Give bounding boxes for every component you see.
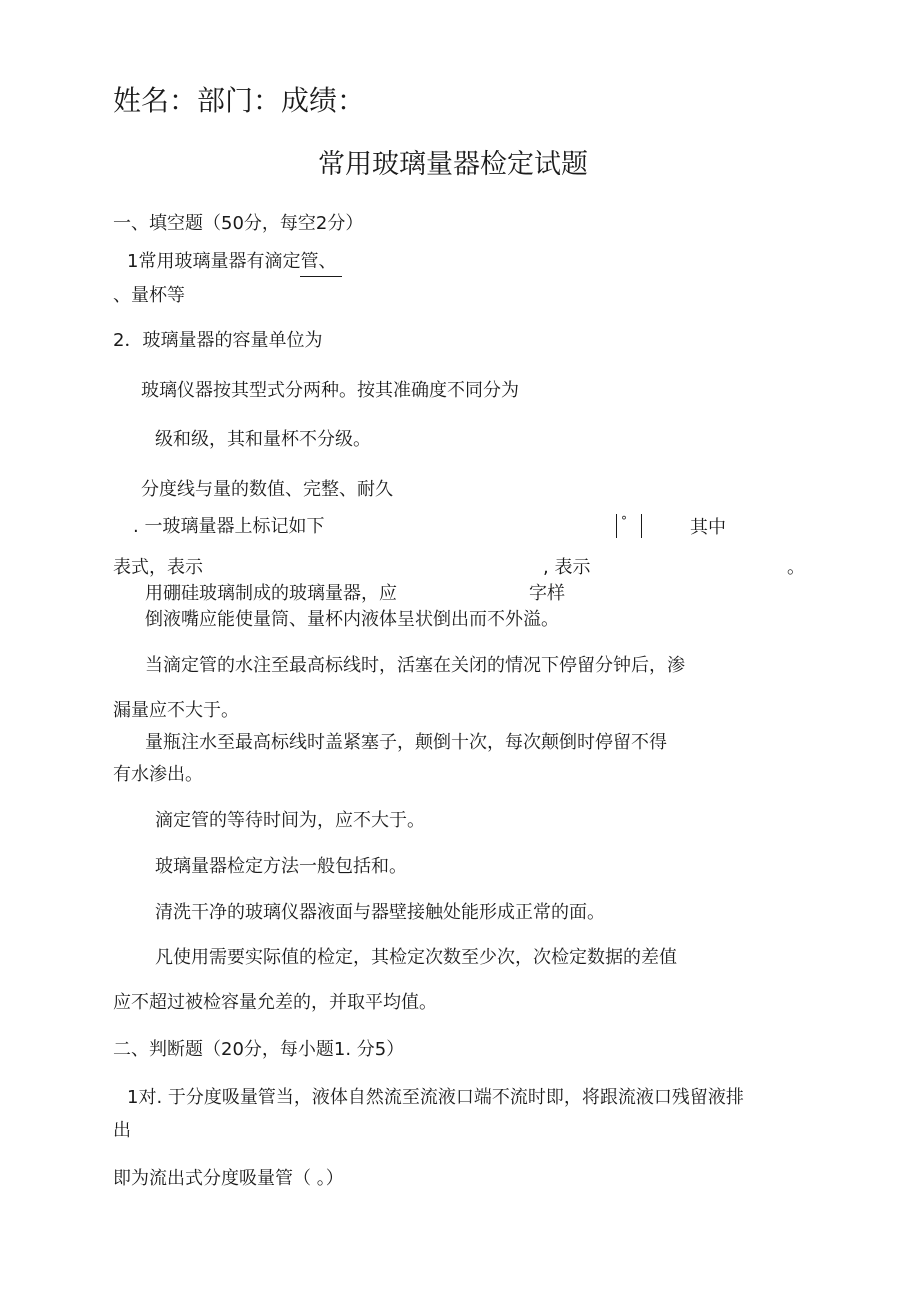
question-5: 分度线与量的数值、完整、耐久 (141, 479, 393, 500)
question-1-underlined: 管、 (300, 250, 342, 277)
section-2-heading: 二、判断题（20分，每小题1. 分5） (113, 1039, 405, 1060)
section-1-heading: 一、填空题（50分，每空2分） (113, 213, 364, 234)
judge-1-line-2: 出 (113, 1120, 131, 1141)
question-14: 凡使用需要实际值的检定，其检定次数至少次，次检定数据的差值 (155, 947, 677, 968)
question-12: 玻璃量器检定方法一般包括和。 (155, 856, 407, 877)
question-4: 级和级，其和量杯不分级。 (155, 429, 371, 450)
marking-box (616, 514, 642, 538)
question-13: 清洗干净的玻璃仪器液面与器壁接触处能形成正常的面。 (155, 902, 605, 923)
question-6-line-2b: , 表示 (543, 557, 591, 578)
question-3: 玻璃仪器按其型式分两种。按其准确度不同分为 (141, 380, 519, 401)
question-1-line-2: 、量杯等 (113, 285, 185, 306)
question-14-line-2: 应不超过被检容量允差的，并取平均值。 (113, 992, 437, 1013)
question-1-text: 1常用玻璃量器有滴定 (127, 251, 301, 272)
marking-symbol: ° (621, 514, 627, 528)
question-9-line-2: 漏量应不大于。 (113, 700, 239, 721)
exam-title: 常用玻璃量器检定试题 (318, 149, 588, 180)
question-10: 量瓶注水至最高标线时盖紧塞子，颠倒十次，每次颠倒时停留不得 (145, 732, 667, 753)
question-7: 用硼硅玻璃制成的玻璃量器，应 (145, 583, 397, 604)
question-6-line-2c: 。 (787, 557, 805, 578)
judge-1: 1对. 于分度吸量管当，液体自然流至流液口端不流时即，将跟流液口残留液排 (127, 1087, 744, 1108)
exam-header: 姓名：部门：成绩： (113, 84, 366, 117)
question-2: 2．玻璃量器的容量单位为 (113, 330, 323, 351)
question-6: . 一玻璃量器上标记如下 (133, 516, 325, 537)
judge-1-line-3: 即为流出式分度吸量管（ 。） (113, 1168, 344, 1189)
question-9: 当滴定管的水注至最高标线时，活塞在关闭的情况下停留分钟后，渗 (145, 655, 685, 676)
question-10-line-2: 有水渗出。 (113, 764, 203, 785)
question-6-suffix: 其中 (690, 517, 726, 538)
question-6-line-2a: 表式，表示 (113, 557, 203, 578)
question-1 (127, 250, 342, 277)
question-11: 滴定管的等待时间为，应不大于。 (155, 810, 425, 831)
question-7-suffix: 字样 (529, 583, 565, 604)
question-8: 倒液嘴应能使量筒、量杯内液体呈状倒出而不外溢。 (145, 609, 559, 630)
